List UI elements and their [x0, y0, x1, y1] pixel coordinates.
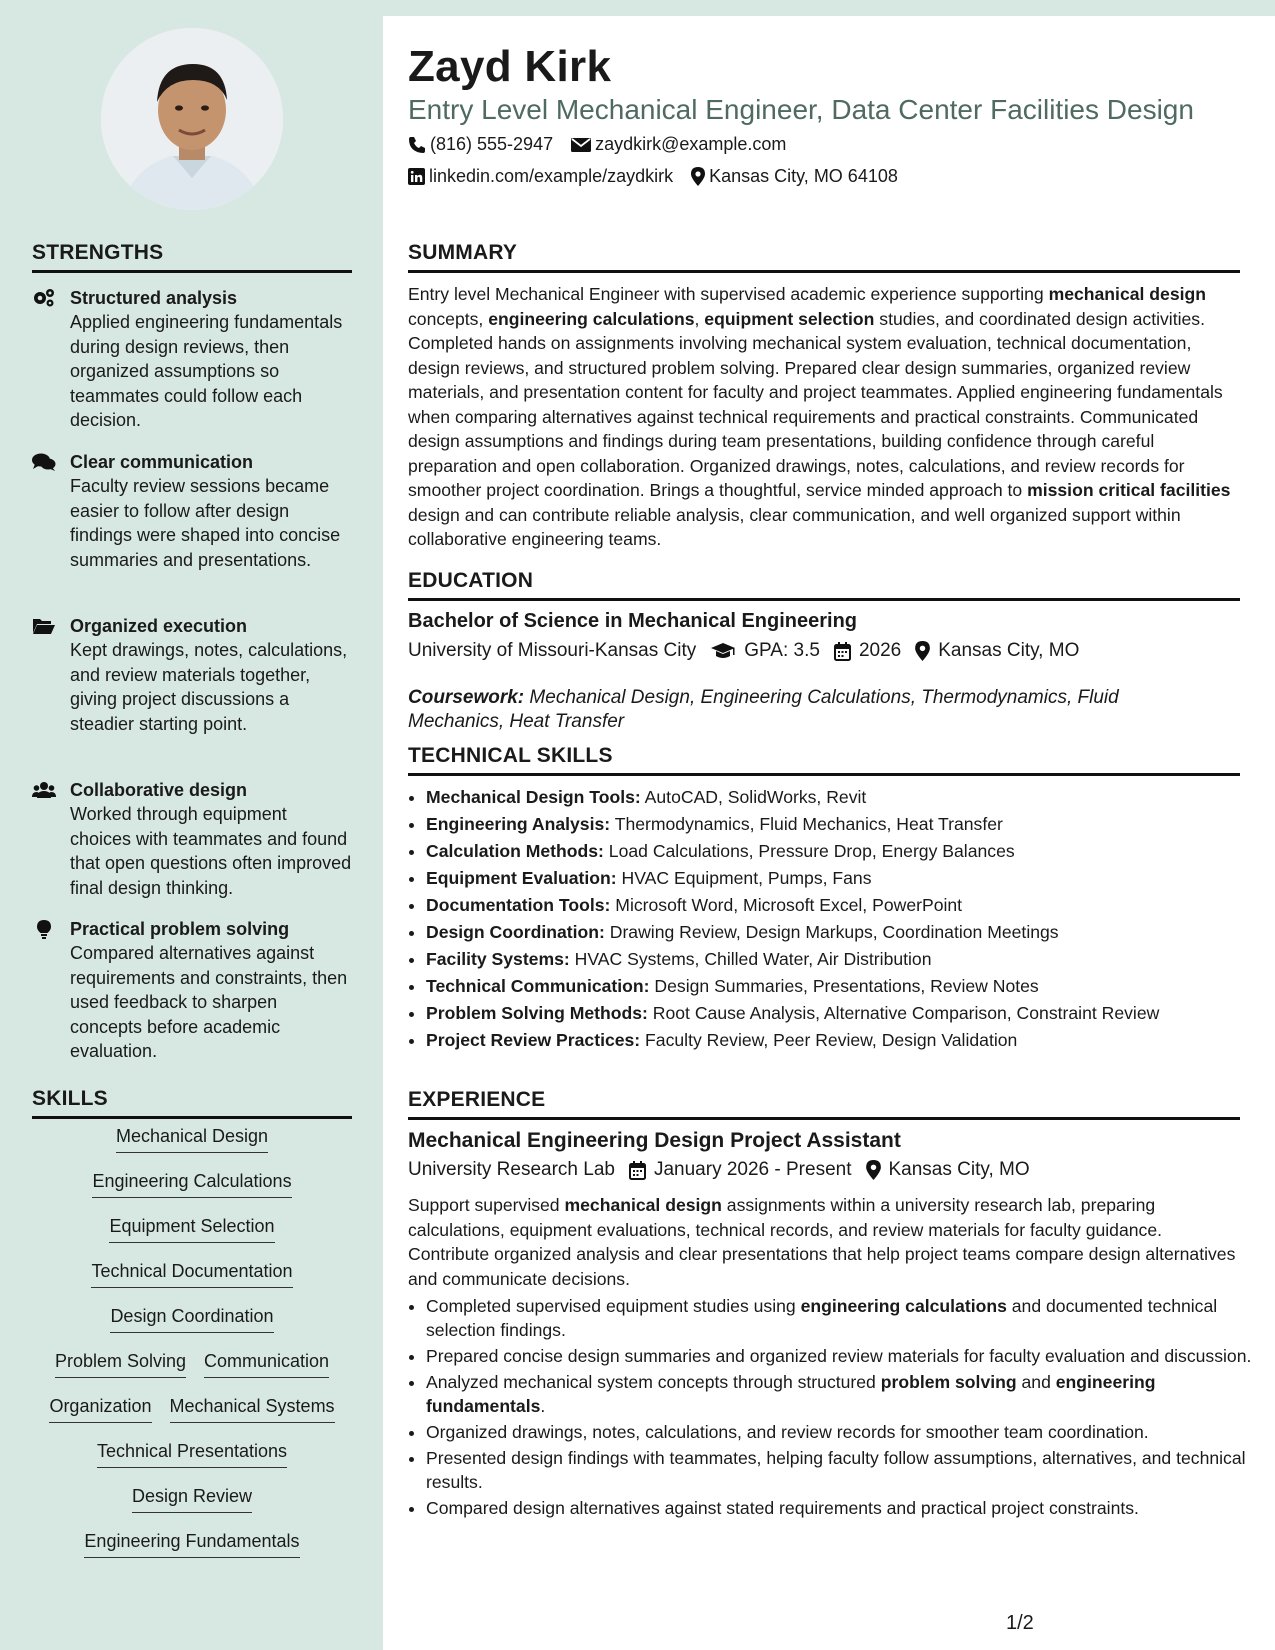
skill-tag: Mechanical Design [116, 1124, 268, 1153]
grad-year: 2026 [858, 640, 902, 661]
experience-location: Kansas City, MO [888, 1159, 1030, 1180]
phone-icon [408, 136, 426, 154]
skill-tag: Design Coordination [110, 1304, 273, 1333]
strengths-heading: STRENGTHS [32, 241, 352, 273]
strength-title: Clear communication [70, 452, 254, 472]
list-item: • Documentation Tools: Microsoft Word, Microsoft Excel, PowerPoint [426, 893, 1266, 920]
candidate-name: Zayd Kirk [408, 42, 612, 91]
list-item: • Completed supervised equipment studies using engineering calculations and documented technical selection findings. [426, 1294, 1266, 1342]
strength-desc: Applied engineering fundamentals during design reviews, then organized assumptions so teammates could follow each decision. [70, 312, 343, 430]
skills-heading: SKILLS [32, 1087, 352, 1119]
strength-item [32, 778, 352, 900]
experience-heading: EXPERIENCE [408, 1088, 1240, 1120]
skill-tag: Mechanical Systems [170, 1394, 335, 1423]
users-icon [32, 780, 56, 800]
calendar-icon [629, 1161, 646, 1180]
role-title: Mechanical Engineering Design Project Assistant [408, 1129, 901, 1152]
skills-list [32, 1124, 352, 1574]
linkedin-link[interactable]: linkedin.com/example/zaydkirk [429, 166, 674, 186]
experience-meta [408, 1159, 1044, 1181]
phone-text: (816) 555-2947 [430, 134, 554, 154]
list-item: • Prepared concise design summaries and organized review materials for faculty evaluation and discussion. [426, 1344, 1266, 1368]
strength-desc: Faculty review sessions became easier to follow after design findings were shaped into concise summaries and presentations. [70, 476, 341, 570]
skill-tag: Engineering Calculations [92, 1169, 291, 1198]
skill-tag: Engineering Fundamentals [84, 1529, 299, 1558]
lightbulb-icon [32, 919, 56, 939]
list-item: • Organized drawings, notes, calculations, and review records for smoother team coordination. [426, 1420, 1266, 1444]
list-item: • Mechanical Design Tools: AutoCAD, SolidWorks, Revit [426, 785, 1266, 812]
graduation-cap-icon [710, 642, 736, 660]
technical-skills-heading: TECHNICAL SKILLS [408, 744, 1240, 776]
job-title: Entry Level Mechanical Engineer, Data Center Facilities Design [408, 94, 1194, 125]
list-item: • Technical Communication: Design Summaries, Presentations, Review Notes [426, 974, 1266, 1001]
list-item: • Design Coordination: Drawing Review, Design Markups, Coordination Meetings [426, 920, 1266, 947]
strength-item [32, 917, 352, 1064]
list-item: • Engineering Analysis: Thermodynamics, Fluid Mechanics, Heat Transfer [426, 812, 1266, 839]
calendar-icon [834, 642, 851, 661]
skill-tag: Communication [204, 1349, 329, 1378]
education-meta [408, 640, 1093, 662]
main-content [383, 16, 1275, 1650]
list-item: • Problem Solving Methods: Root Cause Analysis, Alternative Comparison, Constraint Review [426, 1001, 1266, 1028]
page-number: 1/2 [1006, 1612, 1034, 1634]
map-pin-icon [866, 1160, 881, 1180]
education-location: Kansas City, MO [938, 640, 1080, 661]
skill-tag: Technical Documentation [91, 1259, 292, 1288]
envelope-icon [571, 137, 591, 153]
strength-desc: Compared alternatives against requirements and constraints, then used feedback to sharpen concepts before academic evaluation. [70, 943, 348, 1061]
list-item: • Calculation Methods: Load Calculations, Pressure Drop, Energy Balances [426, 839, 1266, 866]
skill-tag: Design Review [132, 1484, 252, 1513]
sidebar [0, 0, 383, 1650]
experience-intro: Support supervised mechanical design assignments within a university research lab, preparing calculations, equipment evaluations, technical records, and review materials for faculty guidance. Contribute organized analysis and clear presentations that help project teams compare design alternatives and communicate decisions. [408, 1195, 1236, 1289]
map-pin-icon [915, 641, 930, 661]
skill-tag: Organization [49, 1394, 151, 1423]
list-item: • Analyzed mechanical system concepts through structured problem solving and engineering fundamentals. [426, 1370, 1266, 1418]
chat-bubbles-icon [32, 452, 56, 472]
strength-item [32, 614, 352, 736]
education-heading: EDUCATION [408, 569, 1240, 601]
gears-icon [32, 288, 56, 308]
list-item: • Facility Systems: HVAC Systems, Chilled Water, Air Distribution [426, 947, 1266, 974]
email-link[interactable]: zaydkirk@example.com [595, 134, 787, 154]
coursework: Coursework: Mechanical Design, Engineering Calculations, Thermodynamics, Fluid Mechanics, Heat Transfer [408, 687, 1119, 732]
list-item: • Compared design alternatives against stated requirements and practical project constraints. [426, 1496, 1266, 1520]
degree-title: Bachelor of Science in Mechanical Engineering [408, 610, 858, 632]
list-item: • Project Review Practices: Faculty Review, Peer Review, Design Validation [426, 1028, 1266, 1055]
strength-desc: Kept drawings, notes, calculations, and review materials together, giving project discussions a steadier starting point. [70, 640, 348, 734]
summary-heading: SUMMARY [408, 241, 1240, 273]
strength-title: Organized execution [70, 616, 248, 636]
strength-item [32, 450, 352, 572]
contact-row-1 [408, 134, 804, 155]
skill-tag: Technical Presentations [97, 1439, 287, 1468]
contact-row-2 [408, 166, 916, 187]
folder-open-icon [32, 616, 56, 636]
strength-title: Practical problem solving [70, 919, 290, 939]
technical-skills-list [408, 785, 1266, 1055]
skill-tag: Equipment Selection [109, 1214, 274, 1243]
gpa-text: GPA: 3.5 [744, 640, 820, 661]
strength-title: Collaborative design [70, 780, 248, 800]
experience-bullets [408, 1294, 1266, 1522]
school-name: University of Missouri-Kansas City [408, 640, 697, 661]
linkedin-icon [408, 168, 425, 185]
avatar [101, 28, 283, 210]
map-pin-icon [691, 167, 705, 186]
strength-desc: Worked through equipment choices with teammates and found that open questions often improved final design thinking. [70, 804, 352, 898]
strength-title: Structured analysis [70, 288, 238, 308]
strength-item [32, 286, 352, 433]
employer-name: University Research Lab [408, 1159, 615, 1180]
summary-text: Entry level Mechanical Engineer with supervised academic experience supporting mechanical design concepts, engineering calculations, equipment selection studies, and coordinated design activities. Completed hands on assignments involving mechanical system evaluation, technical documentation, design reviews, and structured problem solving. Prepared clear design summaries, organized review materials, and presentation content for faculty and project teammates. Applied engineering fundamentals when comparing alternatives against technical requirements and practical constraints. Communicated design assumptions and findings during team presentations, building confidence through careful preparation and open collaboration. Organized drawings, notes, calculations, and review records for smoother project coordination. Brings a thoughtful, service minded approach to mission critical facilities design and can contribute reliable analysis, clear communication, and well organized support within collaborative engineering teams. [408, 284, 1231, 549]
employment-dates: January 2026 - Present [653, 1159, 852, 1180]
skill-tag: Problem Solving [55, 1349, 186, 1378]
list-item: • Presented design findings with teammates, helping faculty follow assumptions, alternatives, and technical results. [426, 1446, 1266, 1494]
location-text: Kansas City, MO 64108 [709, 166, 898, 186]
list-item: • Equipment Evaluation: HVAC Equipment, Pumps, Fans [426, 866, 1266, 893]
